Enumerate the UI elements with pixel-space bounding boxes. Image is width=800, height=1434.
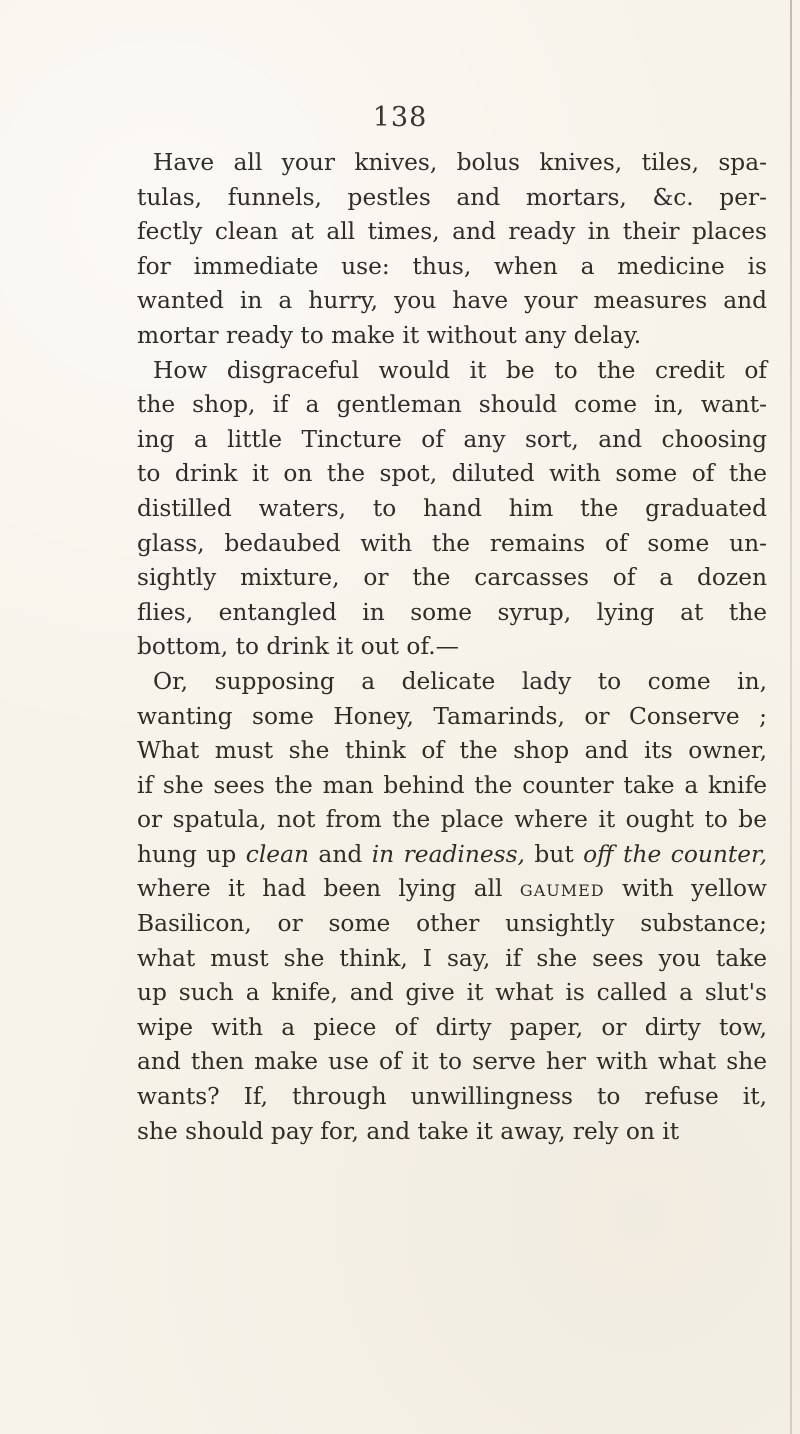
text-line: the shop, if a gentleman should come in, want- [137, 391, 767, 419]
body-text [137, 146, 767, 1149]
text-line [137, 838, 767, 873]
page-edge [790, 0, 792, 1434]
text-segment: but [524, 840, 584, 868]
text-segment: where it had been lying all [137, 875, 520, 903]
text-line: distilled waters, to hand him the graduated [137, 494, 767, 522]
text-line: wanting some Honey, Tamarinds, or Conserve ; [137, 702, 767, 730]
text-line: glass, bedaubed with the remains of some un- [137, 529, 767, 557]
text-line: wanted in a hurry, you have your measures and [137, 287, 767, 315]
text-line: What must she think of the shop and its owner, [137, 737, 767, 765]
italic-text: clean [245, 840, 309, 868]
text-line: bottom, to drink it out of.— [137, 633, 459, 661]
text-line: up such a knife, and give it what is called a slut's [137, 979, 767, 1007]
text-line [137, 872, 767, 907]
text-segment: hung up [137, 840, 246, 868]
text-line: tulas, funnels, pestles and mortars, &c. per- [137, 183, 767, 211]
text-line: she should pay for, and take it away, rely on it [137, 1117, 680, 1145]
text-line: or spatula, not from the place where it ought to be [137, 806, 767, 834]
text-line: sightly mixture, or the carcasses of a dozen [137, 564, 767, 592]
text-line: flies, entangled in some syrup, lying at the [137, 598, 767, 626]
text-line: if she sees the man behind the counter take a knife [137, 771, 767, 799]
text-segment: with yellow [604, 875, 767, 903]
text-line: Or, supposing a delicate lady to come in, [153, 667, 767, 695]
small-caps-text: gaumed [519, 875, 605, 903]
text-line: Basilicon, or some other unsightly substance; [137, 910, 767, 938]
text-segment: and [308, 840, 372, 868]
italic-text: in readiness, [371, 840, 525, 868]
text-line: Have all your knives, bolus knives, tiles, spa- [153, 149, 767, 176]
text-line: fectly clean at all times, and ready in their places [137, 218, 767, 246]
text-line: mortar ready to make it without any delay. [137, 321, 642, 349]
text-line: for immediate use: thus, when a medicine is [137, 252, 767, 280]
italic-text: off the counter, [583, 840, 767, 868]
text-line: ing a little Tincture of any sort, and choosing [137, 425, 767, 453]
text-line: How disgraceful would it be to the credit of [153, 356, 767, 384]
text-line: wants? If, through unwillingness to refuse it, [137, 1083, 767, 1111]
page-number: 138 [372, 102, 428, 133]
text-line: and then make use of it to serve her with what she [137, 1048, 767, 1076]
text-line: to drink it on the spot, diluted with some of the [137, 460, 767, 488]
text-line: what must she think, I say, if she sees you take [137, 944, 767, 972]
text-line: wipe with a piece of dirty paper, or dirty tow, [137, 1013, 767, 1041]
